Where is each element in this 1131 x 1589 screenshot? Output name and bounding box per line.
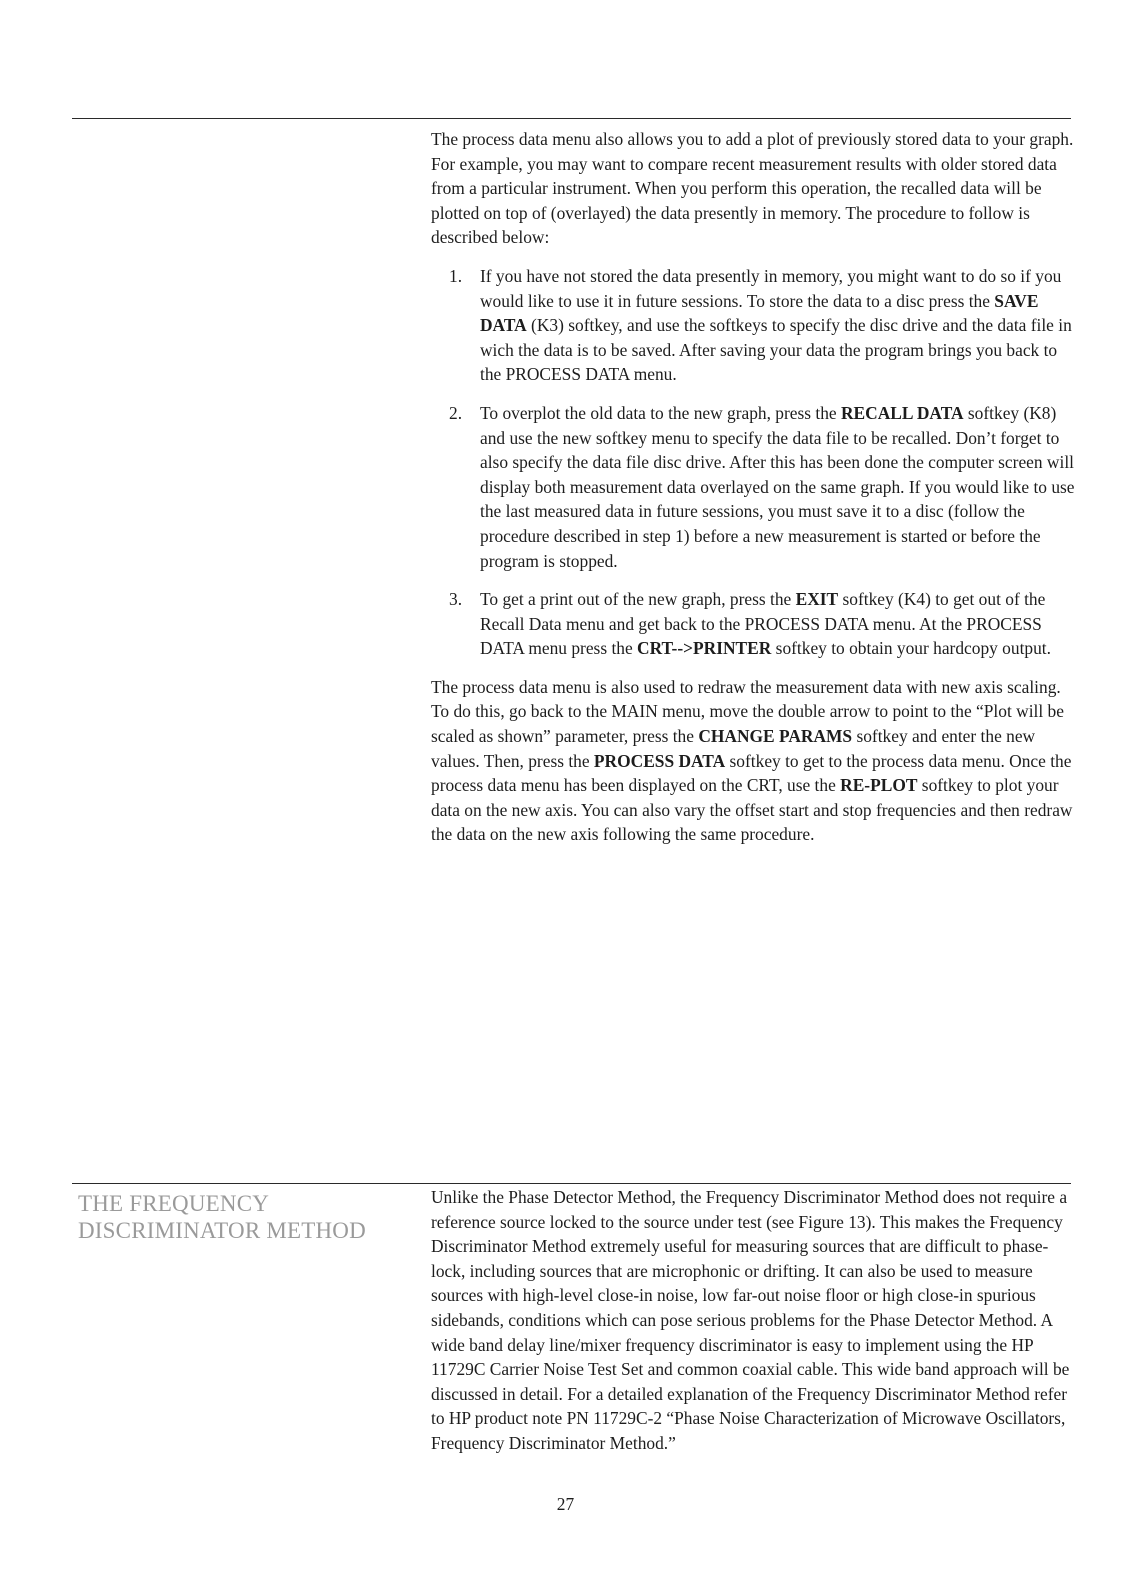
discriminator-paragraph: Unlike the Phase Detector Method, the Frequency Discriminator Method does not require a reference source locked to the source under test (see Figure 13). This makes the Frequency Discriminator Method extremely useful for measuring sources that are difficult to phase-lock, including sources that are microphonic or drifting. It can also be used to measure sources with high-level close-in noise, low far-out noise floor or high close-in spurious sidebands, conditions which can pose serious problems for the Phase Detector Method. A wide band delay line/mixer frequency discriminator is easy to implement using the HP 11729C Carrier Noise Test Set and common coaxial cable. This wide band approach will be discussed in detail. For a detailed explanation of the Frequency Discriminator Method refer to HP product note PN 11729C-2 “Phase Noise Characterization of Microwave Oscillators, Frequency Discriminator Method.” [431,1187,1070,1453]
section-divider [72,1183,1071,1184]
softkey-name: RE-PLOT [840,775,918,796]
step-text: (K3) softkey, and use the softkeys to specify the disc drive and the data file in wich the data is to be saved. After saving your data the program brings you back to the PROCESS DATA menu. [480,315,1072,385]
rescale-paragraph [431,675,1079,847]
list-item [431,587,1079,661]
heading-line: THE FREQUENCY [78,1191,270,1216]
paragraph-text: softkey to plot your data on the new axis. You can also vary the offset start and stop frequencies and then redraw the data on the new axis following the same procedure. [431,775,1073,845]
step-number: 3. [449,589,463,610]
list-item [431,264,1079,387]
softkey-name: EXIT [795,589,839,610]
softkey-name: RECALL DATA [841,402,964,423]
softkey-name: SAVE DATA [480,290,1039,336]
step-text: softkey to obtain your hardcopy output. [771,638,1051,659]
top-divider [72,118,1071,119]
step-text: softkey (K4) to get out of the Recall Data menu and get back to the PROCESS DATA menu. At the PROCESS DATA menu press the [480,589,1046,659]
paragraph-text: The process data menu is also used to redraw the measurement data with new axis scaling. To do this, go back to the MAIN menu, move the double arrow to point to the “Plot will be scaled as shown” parameter, press the [431,676,1064,747]
procedure-list [431,264,1079,661]
heading-line: DISCRIMINATOR METHOD [78,1218,366,1243]
process-data-section [431,127,1079,847]
step-text: softkey (K8) and use the new softkey menu to specify the data file to be recalled. Don’t forget to also specify the data file disc drive. After this has been done the computer screen will display both measurement data overlayed on the same graph. If you would like to use the last measured data in future sessions, you must save it to a disc (follow the procedure described in step 1) before a new measurement is started or before the program is stopped. [480,402,1075,571]
list-item [431,401,1079,573]
step-text: If you have not stored the data presently in memory, you might want to do so if you would like to use it in future sessions. To store the data to a disc press the [480,265,1062,311]
page-number: 27 [556,1494,575,1514]
step-number: 2. [449,402,463,423]
softkey-name: CRT-->PRINTER [637,638,772,659]
discriminator-section [431,1185,1079,1456]
paragraph-text: softkey to get to the process data menu. Once the process data menu has been displayed on the CRT, use the [431,750,1072,796]
step-text: To get a print out of the new graph, press the [480,589,796,610]
step-number: 1. [449,265,463,286]
section-heading [78,1190,408,1244]
softkey-name: PROCESS DATA [593,750,726,771]
softkey-name: CHANGE PARAMS [698,726,853,747]
step-text: To overplot the old data to the new graph, press the [480,402,841,423]
paragraph-text: softkey and enter the new values. Then, press the [431,726,1036,771]
intro-paragraph: The process data menu also allows you to add a plot of previously stored data to your graph. For example, you may want to compare recent measurement results with older stored data from a particular instrument. When you perform this operation, the recalled data will be plotted on top of (overlayed) the data presently in memory. The procedure to follow is described below: [431,129,1074,248]
